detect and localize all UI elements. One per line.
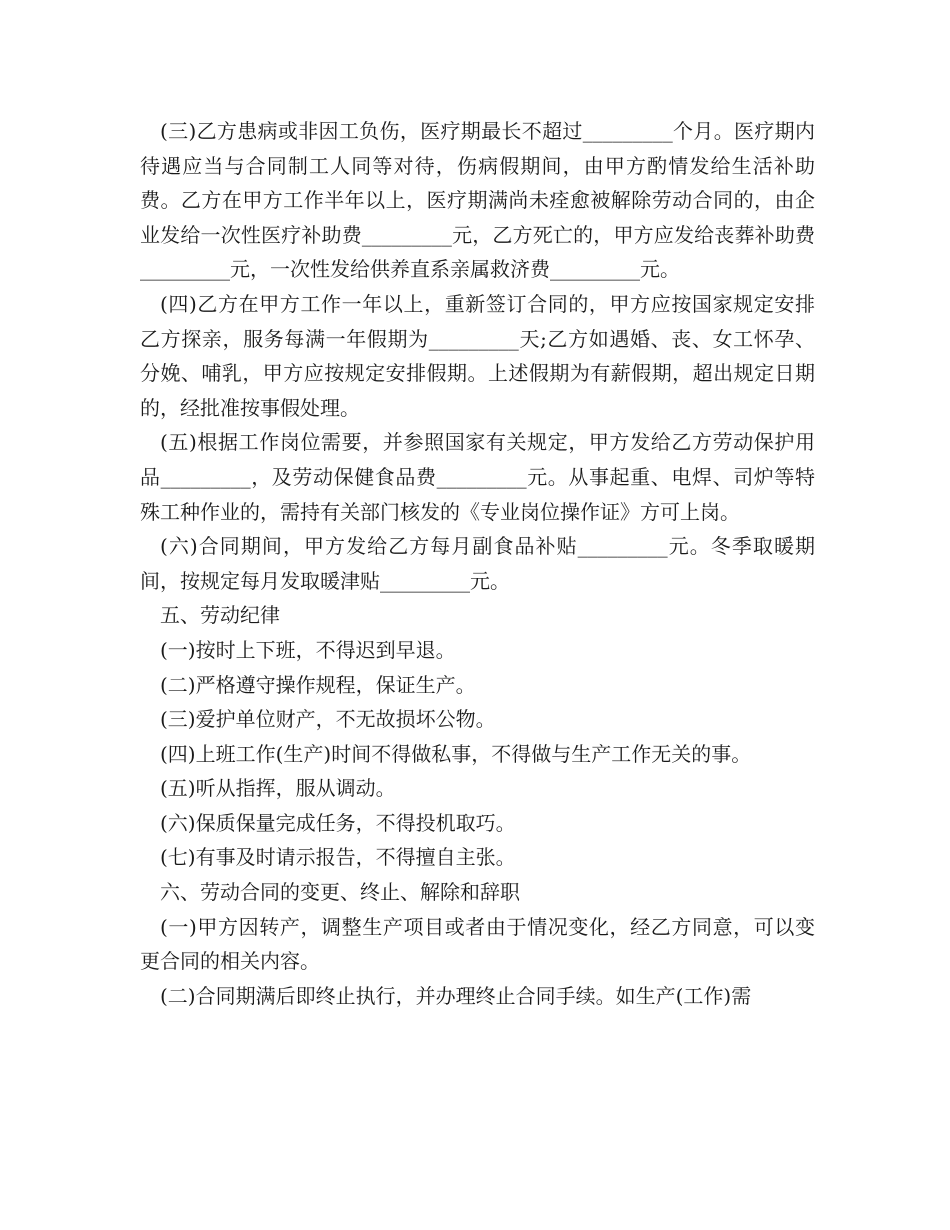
clause-5-protective-equipment: (五)根据工作岗位需要，并参照国家有关规定，甲方发给乙方劳动保护用品_________，及劳动保健食品费_________元。从事起重、电焊、司炉等特殊工种作业的，需持有关部门核发的《专业岗位操作证》方可上岗。 [140,430,815,524]
discipline-item-6: (六)保质保量完成任务，不得投机取巧。 [160,810,516,835]
discipline-item-3: (三)爱护单位财产，不无故损坏公物。 [160,707,496,732]
change-item-1: (一)甲方因转产，调整生产项目或者由于情况变化，经乙方同意，可以变更合同的相关内容。 [140,914,815,974]
discipline-item-4: (四)上班工作(生产)时间不得做私事，不得做与生产工作无关的事。 [160,741,752,766]
clause-6-subsidies: (六)合同期间，甲方发给乙方每月副食品补贴_________元。冬季取暖期间，按规定每月发取暖津贴_________元。 [140,534,815,593]
section-heading-labor-discipline: 五、劳动纪律 [160,603,280,628]
section-heading-contract-changes: 六、劳动合同的变更、终止、解除和辞职 [160,880,520,905]
clause-4-home-leave: (四)乙方在甲方工作一年以上，重新签订合同的，甲方应按国家规定安排乙方探亲，服务每满一年假期为_________天;乙方如遇婚、丧、女工怀孕、分娩、哺乳，甲方应按规定安排假期。上述假期为有薪假期，超出规定日期的，经批准按事假处理。 [140,291,815,420]
discipline-item-1: (一)按时上下班，不得迟到早退。 [160,637,456,662]
change-item-2: (二)合同期满后即终止执行，并办理终止合同手续。如生产(工作)需 [160,983,752,1008]
discipline-item-5: (五)听从指挥，服从调动。 [160,776,396,801]
discipline-item-2: (二)严格遵守操作规程，保证生产。 [160,672,476,697]
discipline-item-7: (七)有事及时请示报告，不得擅自主张。 [160,845,516,870]
document-body [140,114,815,1013]
clause-3-sick-leave: (三)乙方患病或非因工负伤，医疗期最长不超过_________个月。医疗期内待遇应当与合同制工人同等对待，伤病假期间，由甲方酌情发给生活补助费。乙方在甲方工作半年以上，医疗期满尚未痊愈被解除劳动合同的，由企业发给一次性医疗补助费_________元，乙方死亡的，甲方应发给丧葬补助费_________元，一次性发给供养直系亲属救济费_________元。 [140,119,815,282]
